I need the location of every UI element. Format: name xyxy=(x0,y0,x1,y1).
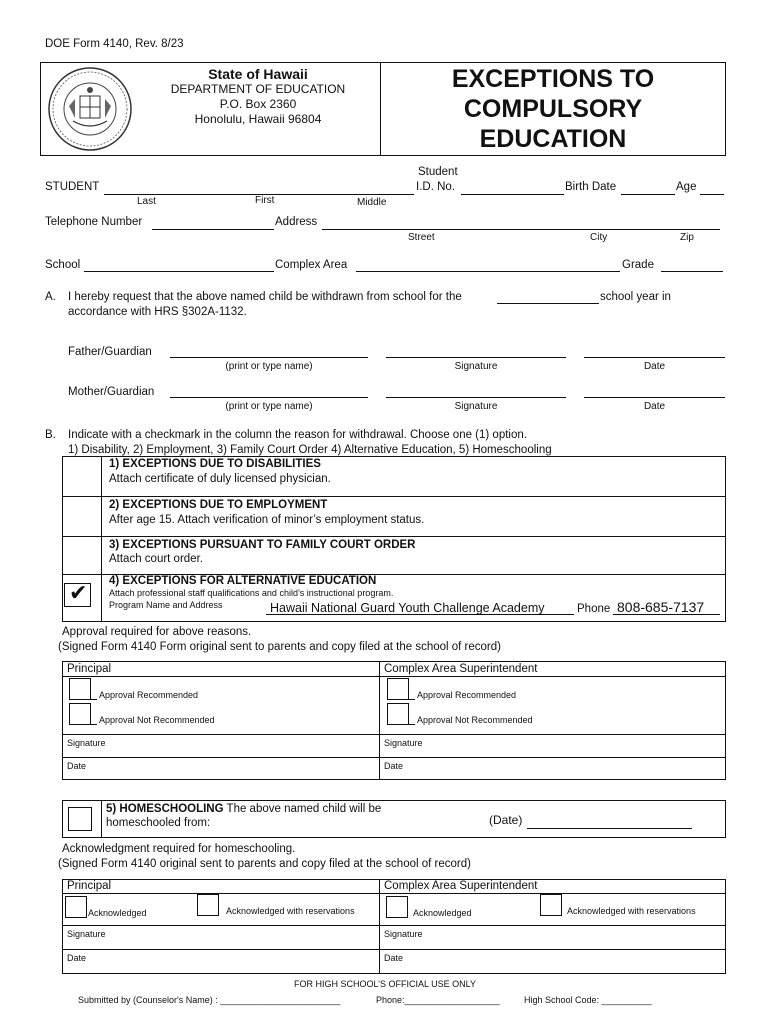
title-line-1: EXCEPTIONS TO xyxy=(451,65,655,93)
homeschool-title: 5) HOMESCHOOLING xyxy=(106,803,224,815)
program-name-label: Program Name and Address xyxy=(109,600,223,610)
cas-acknowledged-checkbox[interactable] xyxy=(386,896,408,918)
student-label: STUDENT xyxy=(45,181,100,193)
middle-label: Middle xyxy=(357,197,387,208)
address-label: Address xyxy=(275,216,318,228)
high-school-code-field[interactable]: High School Code: __________ xyxy=(524,995,652,1005)
grade-label: Grade xyxy=(622,259,654,271)
father-name-field[interactable] xyxy=(170,357,368,358)
state-name: State of Hawaii xyxy=(208,66,308,82)
principal-acknowledged-label: Acknowledged xyxy=(88,908,147,918)
approval-principal-date-label: Date xyxy=(67,761,87,771)
approval-cas-signature-label: Signature xyxy=(384,738,423,748)
student-id-label-2: I.D. No. xyxy=(416,181,455,193)
student-id-field[interactable] xyxy=(461,194,564,195)
cas-approval-not-recommended-label: Approval Not Recommended xyxy=(417,715,533,725)
phone-value: 808-685-7137 xyxy=(617,599,705,615)
options-row-divider xyxy=(62,536,726,537)
options-col-divider xyxy=(101,456,102,622)
birth-date-label: Birth Date xyxy=(565,181,617,193)
submitted-by-field[interactable]: Submitted by (Counselor's Name) : ________________________ xyxy=(78,995,341,1005)
section-a-text-1b: school year in xyxy=(600,291,671,303)
phone-label: Phone xyxy=(577,603,611,615)
option-1-checkbox[interactable] xyxy=(62,456,101,496)
option-3-desc: Attach court order. xyxy=(109,553,203,565)
cas-approval-recommended-checkbox[interactable] xyxy=(387,678,409,700)
city-address: Honolulu, Hawaii 96804 xyxy=(194,112,322,126)
homeschool-date-field[interactable] xyxy=(527,828,692,829)
cas-ack-reservations-checkbox[interactable] xyxy=(540,894,562,916)
homeschool-date-label: (Date) xyxy=(489,813,523,827)
section-b-letter: B. xyxy=(45,429,56,441)
program-name-value: Hawaii National Guard Youth Challenge Academy xyxy=(270,601,545,615)
section-a-text-2: accordance with HRS §302A-1132. xyxy=(68,306,247,318)
principal-approval-recommended-checkbox[interactable] xyxy=(69,678,91,700)
homeschool-checkbox[interactable] xyxy=(68,807,92,831)
official-use-label: FOR HIGH SCHOOL’S OFFICIAL USE ONLY xyxy=(293,979,477,989)
option-3-title: 3) EXCEPTIONS PURSUANT TO FAMILY COURT ORDER xyxy=(109,539,416,551)
telephone-label: Telephone Number xyxy=(45,216,143,228)
cas-approval-not-recommended-checkbox[interactable] xyxy=(387,703,409,725)
ack-principal-signature-label: Signature xyxy=(67,929,106,939)
age-label: Age xyxy=(676,181,697,193)
department-name: DEPARTMENT OF EDUCATION xyxy=(170,82,346,96)
school-year-field[interactable] xyxy=(497,303,599,304)
title-line-2: COMPULSORY xyxy=(463,95,643,123)
approval-cas-date-label: Date xyxy=(384,761,404,771)
mother-date-field[interactable] xyxy=(584,397,725,398)
telephone-field[interactable] xyxy=(152,229,274,230)
option-1-desc: Attach certificate of duly licensed physician. xyxy=(109,473,331,485)
cas-acknowledged-label: Acknowledged xyxy=(413,908,472,918)
father-print-label: (print or type name) xyxy=(225,361,313,372)
principal-ack-reservations-label: Acknowledged with reservations xyxy=(226,906,355,916)
option-1-title: 1) EXCEPTIONS DUE TO DISABILITIES xyxy=(109,458,321,470)
footer-phone-field[interactable]: Phone:___________________ xyxy=(376,995,500,1005)
option-2-checkbox[interactable] xyxy=(62,496,101,536)
ack-row-divider xyxy=(62,949,726,950)
school-label: School xyxy=(45,259,81,271)
ack-row-divider xyxy=(62,925,726,926)
father-signature-label: Signature xyxy=(454,361,498,372)
po-box: P.O. Box 2360 xyxy=(219,97,297,111)
birth-date-field[interactable] xyxy=(621,194,675,195)
approval-row-divider xyxy=(62,757,726,758)
cas-ack-reservations-label: Acknowledged with reservations xyxy=(567,906,696,916)
ack-row-divider xyxy=(62,893,726,894)
school-field[interactable] xyxy=(84,271,274,272)
form-title xyxy=(380,64,726,154)
ack-principal-label: Principal xyxy=(67,880,112,892)
approval-row-divider xyxy=(62,734,726,735)
ack-cas-label: Complex Area Superintendent xyxy=(384,880,538,892)
principal-approval-recommended-label: Approval Recommended xyxy=(99,690,199,700)
mother-signature-field[interactable] xyxy=(386,397,566,398)
option-3-checkbox[interactable] xyxy=(62,536,101,574)
option-4-checkbox[interactable] xyxy=(64,583,91,607)
principal-approval-not-recommended-label: Approval Not Recommended xyxy=(99,715,215,725)
homeschool-col-divider xyxy=(101,800,102,838)
complex-area-label: Complex Area xyxy=(275,259,348,271)
approval-principal-signature-label: Signature xyxy=(67,738,106,748)
checkbox-underline xyxy=(91,724,97,725)
city-label: City xyxy=(590,232,608,243)
complex-area-field[interactable] xyxy=(356,271,620,272)
principal-approval-not-recommended-checkbox[interactable] xyxy=(69,703,91,725)
section-a-text-1a: I hereby request that the above named child be withdrawn from school for the xyxy=(68,291,462,303)
homeschool-text-2: homeschooled from: xyxy=(106,817,211,829)
option-4-desc: Attach professional staff qualifications and child’s instructional program. xyxy=(109,588,394,598)
section-b-text-2: 1) Disability, 2) Employment, 3) Family Court Order 4) Alternative Education, 5) Homeschooling xyxy=(68,444,552,456)
homeschool-text-1 xyxy=(106,803,381,815)
approval-text-1: Approval required for above reasons. xyxy=(62,626,252,638)
approval-cas-label: Complex Area Superintendent xyxy=(384,663,538,675)
ack-principal-date-label: Date xyxy=(67,953,87,963)
father-date-field[interactable] xyxy=(584,357,725,358)
zip-label: Zip xyxy=(680,232,694,243)
approval-text-2: (Signed Form 4140 Form original sent to parents and copy filed at the school of record) xyxy=(58,641,501,653)
section-a-letter: A. xyxy=(45,291,56,303)
title-line-3: EDUCATION xyxy=(479,125,627,153)
form-id: DOE Form 4140, Rev. 8/23 xyxy=(45,38,184,50)
options-row-divider xyxy=(62,496,726,497)
mother-date-label: Date xyxy=(643,401,666,412)
ack-text-2: (Signed Form 4140 original sent to parents and copy filed at the school of record) xyxy=(58,858,471,870)
last-label: Last xyxy=(137,196,156,207)
first-label: First xyxy=(255,195,275,206)
father-label: Father/Guardian xyxy=(68,346,152,358)
father-date-label: Date xyxy=(643,361,666,372)
ack-cas-signature-label: Signature xyxy=(384,929,423,939)
principal-acknowledged-checkbox[interactable] xyxy=(65,896,87,918)
homeschool-text-a: The above named child will be xyxy=(223,803,382,815)
principal-ack-reservations-checkbox[interactable] xyxy=(197,894,219,916)
option-4-title: 4) EXCEPTIONS FOR ALTERNATIVE EDUCATION xyxy=(109,575,377,587)
option-2-desc: After age 15. Attach verification of minor’s employment status. xyxy=(109,514,425,526)
student-id-label-1: Student xyxy=(418,166,458,178)
checkbox-underline xyxy=(409,699,415,700)
state-seal-icon xyxy=(47,66,133,152)
mother-name-field[interactable] xyxy=(170,397,368,398)
approval-col-divider xyxy=(379,661,380,780)
street-label: Street xyxy=(408,232,435,243)
section-b-text-1: Indicate with a checkmark in the column the reason for withdrawal. Choose one (1) option. xyxy=(68,429,527,441)
checkmark-icon: ✔ xyxy=(69,581,88,606)
father-signature-field[interactable] xyxy=(386,357,566,358)
option-2-title: 2) EXCEPTIONS DUE TO EMPLOYMENT xyxy=(109,499,328,511)
address-field[interactable] xyxy=(322,229,720,230)
grade-field[interactable] xyxy=(661,271,723,272)
checkbox-underline xyxy=(91,699,97,700)
approval-principal-label: Principal xyxy=(67,663,112,675)
cas-approval-recommended-label: Approval Recommended xyxy=(417,690,517,700)
approval-row-divider xyxy=(62,676,726,677)
mother-print-label: (print or type name) xyxy=(225,401,313,412)
age-field[interactable] xyxy=(700,194,724,195)
mother-signature-label: Signature xyxy=(454,401,498,412)
ack-cas-date-label: Date xyxy=(384,953,404,963)
ack-text-1: Acknowledgment required for homeschooling. xyxy=(62,843,296,855)
checkbox-underline xyxy=(409,724,415,725)
mother-label: Mother/Guardian xyxy=(68,386,155,398)
